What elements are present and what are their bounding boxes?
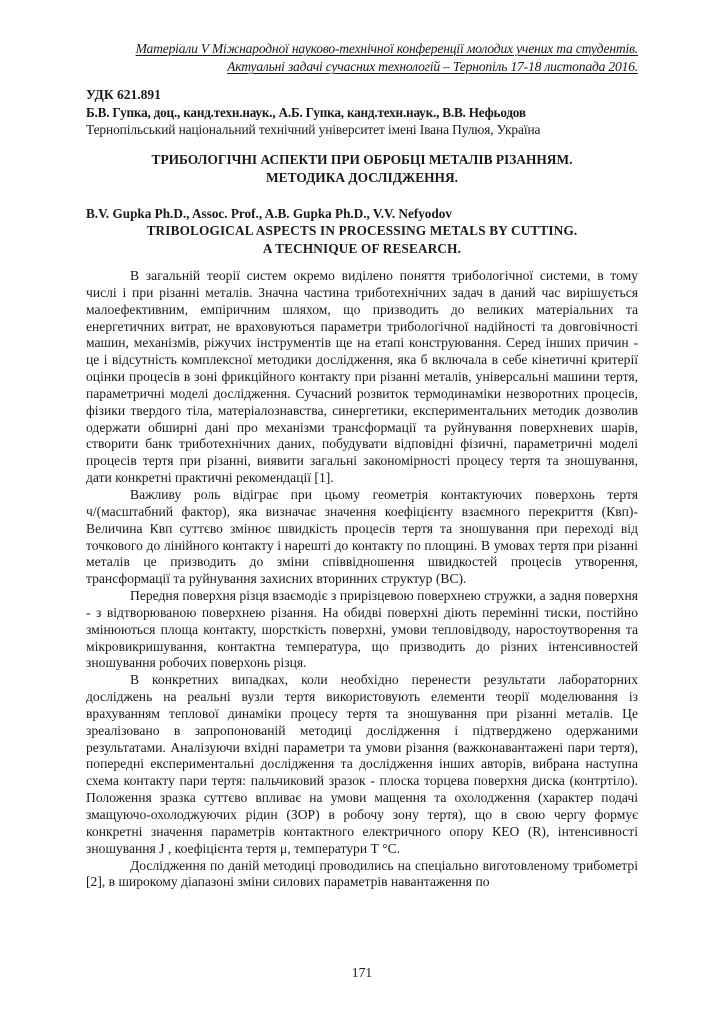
header-line-2: Актуальні задачі сучасних технологій – Тернопіль 17-18 листопада 2016. (227, 59, 638, 74)
title-en (86, 222, 638, 258)
title-en-line-2: A TECHNIQUE OF RESEARCH. (262, 241, 462, 256)
title-ua (86, 151, 638, 187)
affiliation: Тернопільський національний технічний університет імені Івана Пулюя, Україна (86, 122, 541, 137)
authors-en: B.V. Gupka Ph.D., Assoc. Prof., A.B. Gupka Ph.D., V.V. Nefyodov (86, 206, 452, 221)
paragraph: В загальній теорії систем окремо виділено поняття трибологічної системи, в тому числі і при різанні металів. Значна частина триботехнічних задач в даний час вирішується малоефективним, емпіричним шляхом, що призводить до великих матеріальних та енергетичних витрат, не враховуються параметри трибологічної надійності та довговічності машин, механізмів, ріжучих інструментів ще на етапі конструювання. Серед інших причин - це і відсутність комплексної методики дослідження, яка б включала в себе кінетичні критерії оцінки процесів в зоні фрикційного контакту при різанні металів, універсальні машини тертя, параметричні моделі дослідження. Сучасний розвиток термодинаміки незворотних процесів, фізики твердого тіла, матеріалознавства, синергетики, експериментальних методик дозволив одержати обширні дані про механізми трансформації та руйнування поверхневих шарів, створити банк триботехнічних даних, побудувати відповідні фізичні, параметричні моделі процесів тертя при різанні, виявити загальні закономірності процесу тертя та зношування, дати конкретні практичні рекомендації [1]. (86, 268, 638, 486)
title-ua-line-2: МЕТОДИКА ДОСЛІДЖЕННЯ. (266, 170, 458, 185)
title-ua-line-1: ТРИБОЛОГІЧНІ АСПЕКТИ ПРИ ОБРОБЦІ МЕТАЛІВ РІЗАННЯМ. (151, 152, 573, 167)
page-number: 171 (351, 965, 373, 980)
title-en-line-1: TRIBOLOGICAL ASPECTS IN PROCESSING METALS BY CUTTING. (146, 223, 578, 238)
article-body (86, 268, 638, 891)
paragraph: В конкретних випадках, коли необхідно перенести результати лабораторних досліджень на реальні вузли тертя використовують елементи теорії моделювання із врахуванням теплової динаміки процесу тертя та зношування при різанні металів. Це зреалізовано в запропонованій методиці дослідження і підтверджено одержаними результатами. Аналізуючи вхідні параметри та умови різання (важконавантажені пари тертя), попередні експериментальні дослідження та дослідження інших авторів, вибрана наступна схема контакту пари тертя: пальчиковий зразок - плоска торцева поверхня диска (контртіло). Положення зразка суттєво впливає на умови мащення та охолодження (характер подачі змащуючо-охолоджуючих рідин (ЗОР) в робочу зону тертя), що в свою чергу формує конкретні значення параметрів контактного електричного опору КЕО (R), інтенсивності зношування J , коефіцієнта тертя μ, температури Т °С. (86, 672, 638, 856)
authors-ua: Б.В. Гупка, доц., канд.техн.наук., А.Б. Гупка, канд.техн.наук., В.В. Нефьодов (86, 105, 526, 120)
paragraph: Дослідження по даній методиці проводились на спеціально виготовленому трибометрі [2], в широкому діапазоні зміни силових параметрів навантаження по (86, 857, 638, 890)
paragraph: Передня поверхня різця взаємодіє з прирізцевою поверхнею стружки, а задня поверхня - з відтворюваною поверхнею різання. На обидві поверхні діють перемінні тиски, постійно змінюються площа контакту, шорсткість поверхні, умови тепловідводу, наростоутворення та мікровикришування, контактна температура, що призводить до різних інтенсивностей зношування робочих поверхонь різця. (86, 588, 638, 671)
paragraph: Важливу роль відіграє при цьому геометрія контактуючих поверхонь тертя ч/(масштабний фактор), яка визначає значення коефіцієнту взаємного перекриття (Квп)- Величина Квп суттєво змінює швидкість процесів тертя та зношування при переході від точкового до лінійного контакту і нарешті до контакту по площині. В умовах тертя при різанні металів це призводить до зміни співвідношення швидкостей процесів утворення, трансформації та руйнування захисних вторинних структур (ВС). (86, 486, 638, 587)
running-header (78, 40, 638, 76)
header-line-1: Матеріали V Міжнародної науково-технічної конференції молодих учених та студентів. (135, 41, 638, 56)
udk-code: УДК 621.891 (86, 87, 161, 102)
